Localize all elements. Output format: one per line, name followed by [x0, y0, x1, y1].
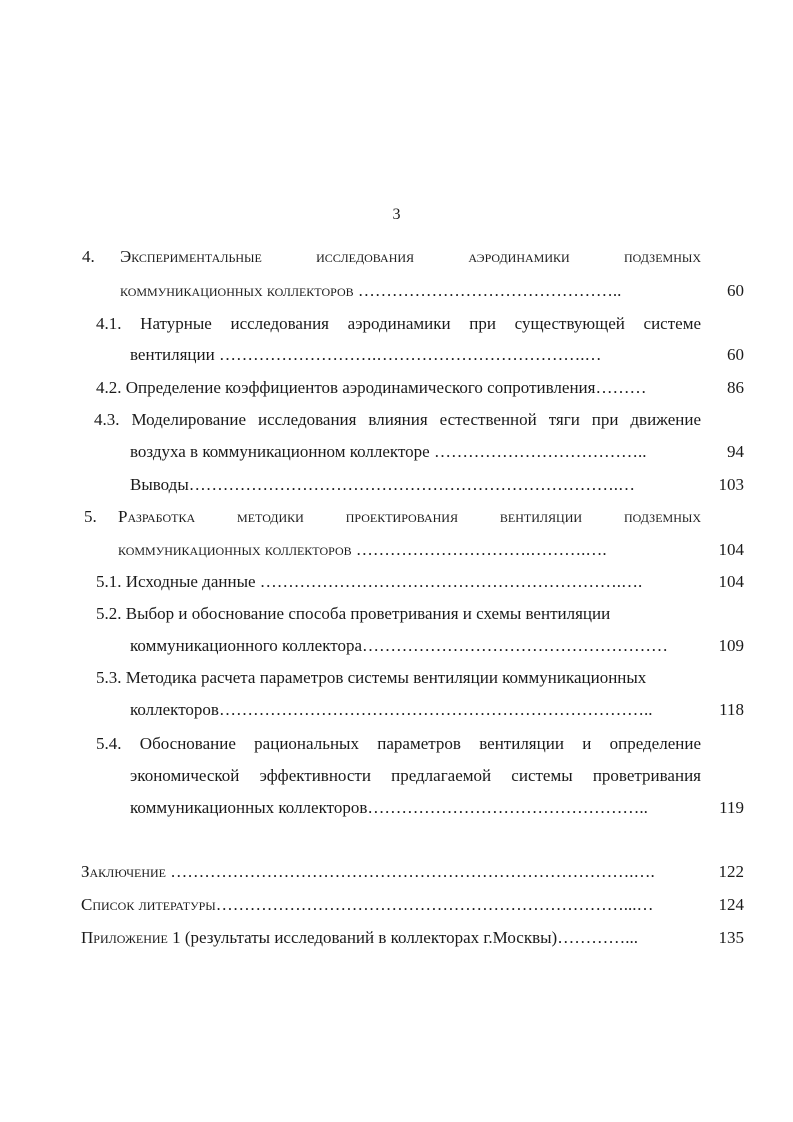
toc-s43-line2: [130, 441, 646, 463]
toc-lit-page: 124: [718, 895, 744, 914]
toc-s41-leader: ……………………….……………………………….…: [218, 345, 602, 364]
toc-s42-page: 86: [727, 378, 744, 397]
toc-s42-leader: ………: [595, 378, 647, 397]
toc-s53-line2: [130, 699, 652, 721]
toc-zakl-leader: ……………………………………………………………………….….: [170, 862, 655, 881]
toc-s54-leader: …………………………………………..: [367, 798, 648, 817]
toc-lit-leader: ………………………………………………………………...…: [215, 895, 654, 914]
toc-s53-leader: …………………………………………………………………..: [218, 700, 653, 719]
toc-conc4-line: [130, 474, 635, 496]
toc-lit-line: [81, 894, 654, 916]
toc-pril-line: [81, 927, 638, 949]
toc-s54-title-text: коммуникационных коллекторов: [130, 798, 368, 817]
toc-conc4-title-text: Выводы: [130, 475, 189, 494]
toc-ch5-title-line1: Разработка методики проектирования вентиляции подземных: [118, 507, 701, 526]
toc-s52-title-text: коммуникационного коллектора: [130, 636, 362, 655]
toc-s54-line2: экономической эффективности предлагаемой системы проветривания: [130, 766, 701, 785]
toc-ch5-title-line2: [118, 539, 607, 561]
toc-s54-line1: 5.4. Обоснование рациональных параметров вентиляции и определение: [96, 734, 701, 753]
toc-s41-title-text: вентиляции: [130, 345, 215, 364]
toc-ch4-leader: ………………………………………..: [357, 281, 622, 300]
toc-s53-page: 118: [719, 700, 744, 719]
toc-s41-line1: 4.1. Натурные исследования аэродинамики при существующей системе: [96, 314, 701, 333]
toc-pril-title-text: Приложение 1: [81, 928, 181, 947]
toc-s51-line: [96, 571, 642, 593]
toc-ch4-title-line2: [120, 280, 621, 302]
toc-ch4-number: 4.: [82, 247, 95, 266]
toc-s54-page: 119: [719, 798, 744, 817]
toc-s42-title-text: 4.2. Определение коэффициентов аэродинамического сопротивления: [96, 378, 596, 397]
toc-ch4-page: 60: [727, 281, 744, 300]
toc-zakl-page: 122: [718, 862, 744, 881]
toc-conc4-leader: ………………………………………………………………….…: [188, 475, 636, 494]
toc-s52-line1: 5.2. Выбор и обоснование способа проветривания и схемы вентиляции: [96, 604, 611, 623]
page-number: 3: [392, 206, 401, 223]
toc-s51-title-text: 5.1. Исходные данные: [96, 572, 256, 591]
toc-s54-line3: [130, 797, 648, 819]
toc-s43-line1: 4.3. Моделирование исследования влияния естественной тяги при движение: [94, 410, 701, 429]
toc-ch5-page: 104: [718, 540, 744, 559]
toc-s43-title-text: воздуха в коммуникационном коллекторе: [130, 442, 430, 461]
toc-pril-description: (результаты исследований в коллекторах г.Москвы): [180, 928, 558, 947]
toc-s52-leader: ………………………………………………: [362, 636, 668, 655]
toc-ch4-title-text: коммуникационных коллекторов: [120, 281, 354, 300]
toc-s43-page: 94: [727, 442, 744, 461]
toc-s41-page: 60: [727, 345, 744, 364]
toc-s52-line2: [130, 635, 668, 657]
toc-zakl-line: [81, 861, 655, 883]
toc-s51-leader: ……………………………………………………….….: [259, 572, 643, 591]
toc-s41-line2: [130, 344, 601, 366]
toc-s43-leader: ………………………………..: [433, 442, 647, 461]
toc-ch4-title-line1: Экспериментальные исследования аэродинамики подземных: [120, 247, 701, 266]
toc-lit-title-text: Список литературы: [81, 895, 216, 914]
toc-s52-page: 109: [718, 636, 744, 655]
toc-s42-line1: [96, 377, 646, 399]
toc-ch5-title-text: коммуникационных коллекторов: [118, 540, 352, 559]
toc-pril-page: 135: [718, 928, 744, 947]
toc-s53-title-text: коллекторов: [130, 700, 219, 719]
toc-zakl-title-text: Заключение: [81, 862, 166, 881]
toc-conc4-page: 103: [718, 475, 744, 494]
toc-ch5-number: 5.: [84, 507, 97, 526]
toc-s53-line1: 5.3. Методика расчета параметров системы вентиляции коммуникационных: [96, 668, 647, 687]
toc-s51-page: 104: [718, 572, 744, 591]
toc-pril-leader: …………...: [557, 928, 638, 947]
toc-ch5-leader: ………………………….……….….: [355, 540, 607, 559]
